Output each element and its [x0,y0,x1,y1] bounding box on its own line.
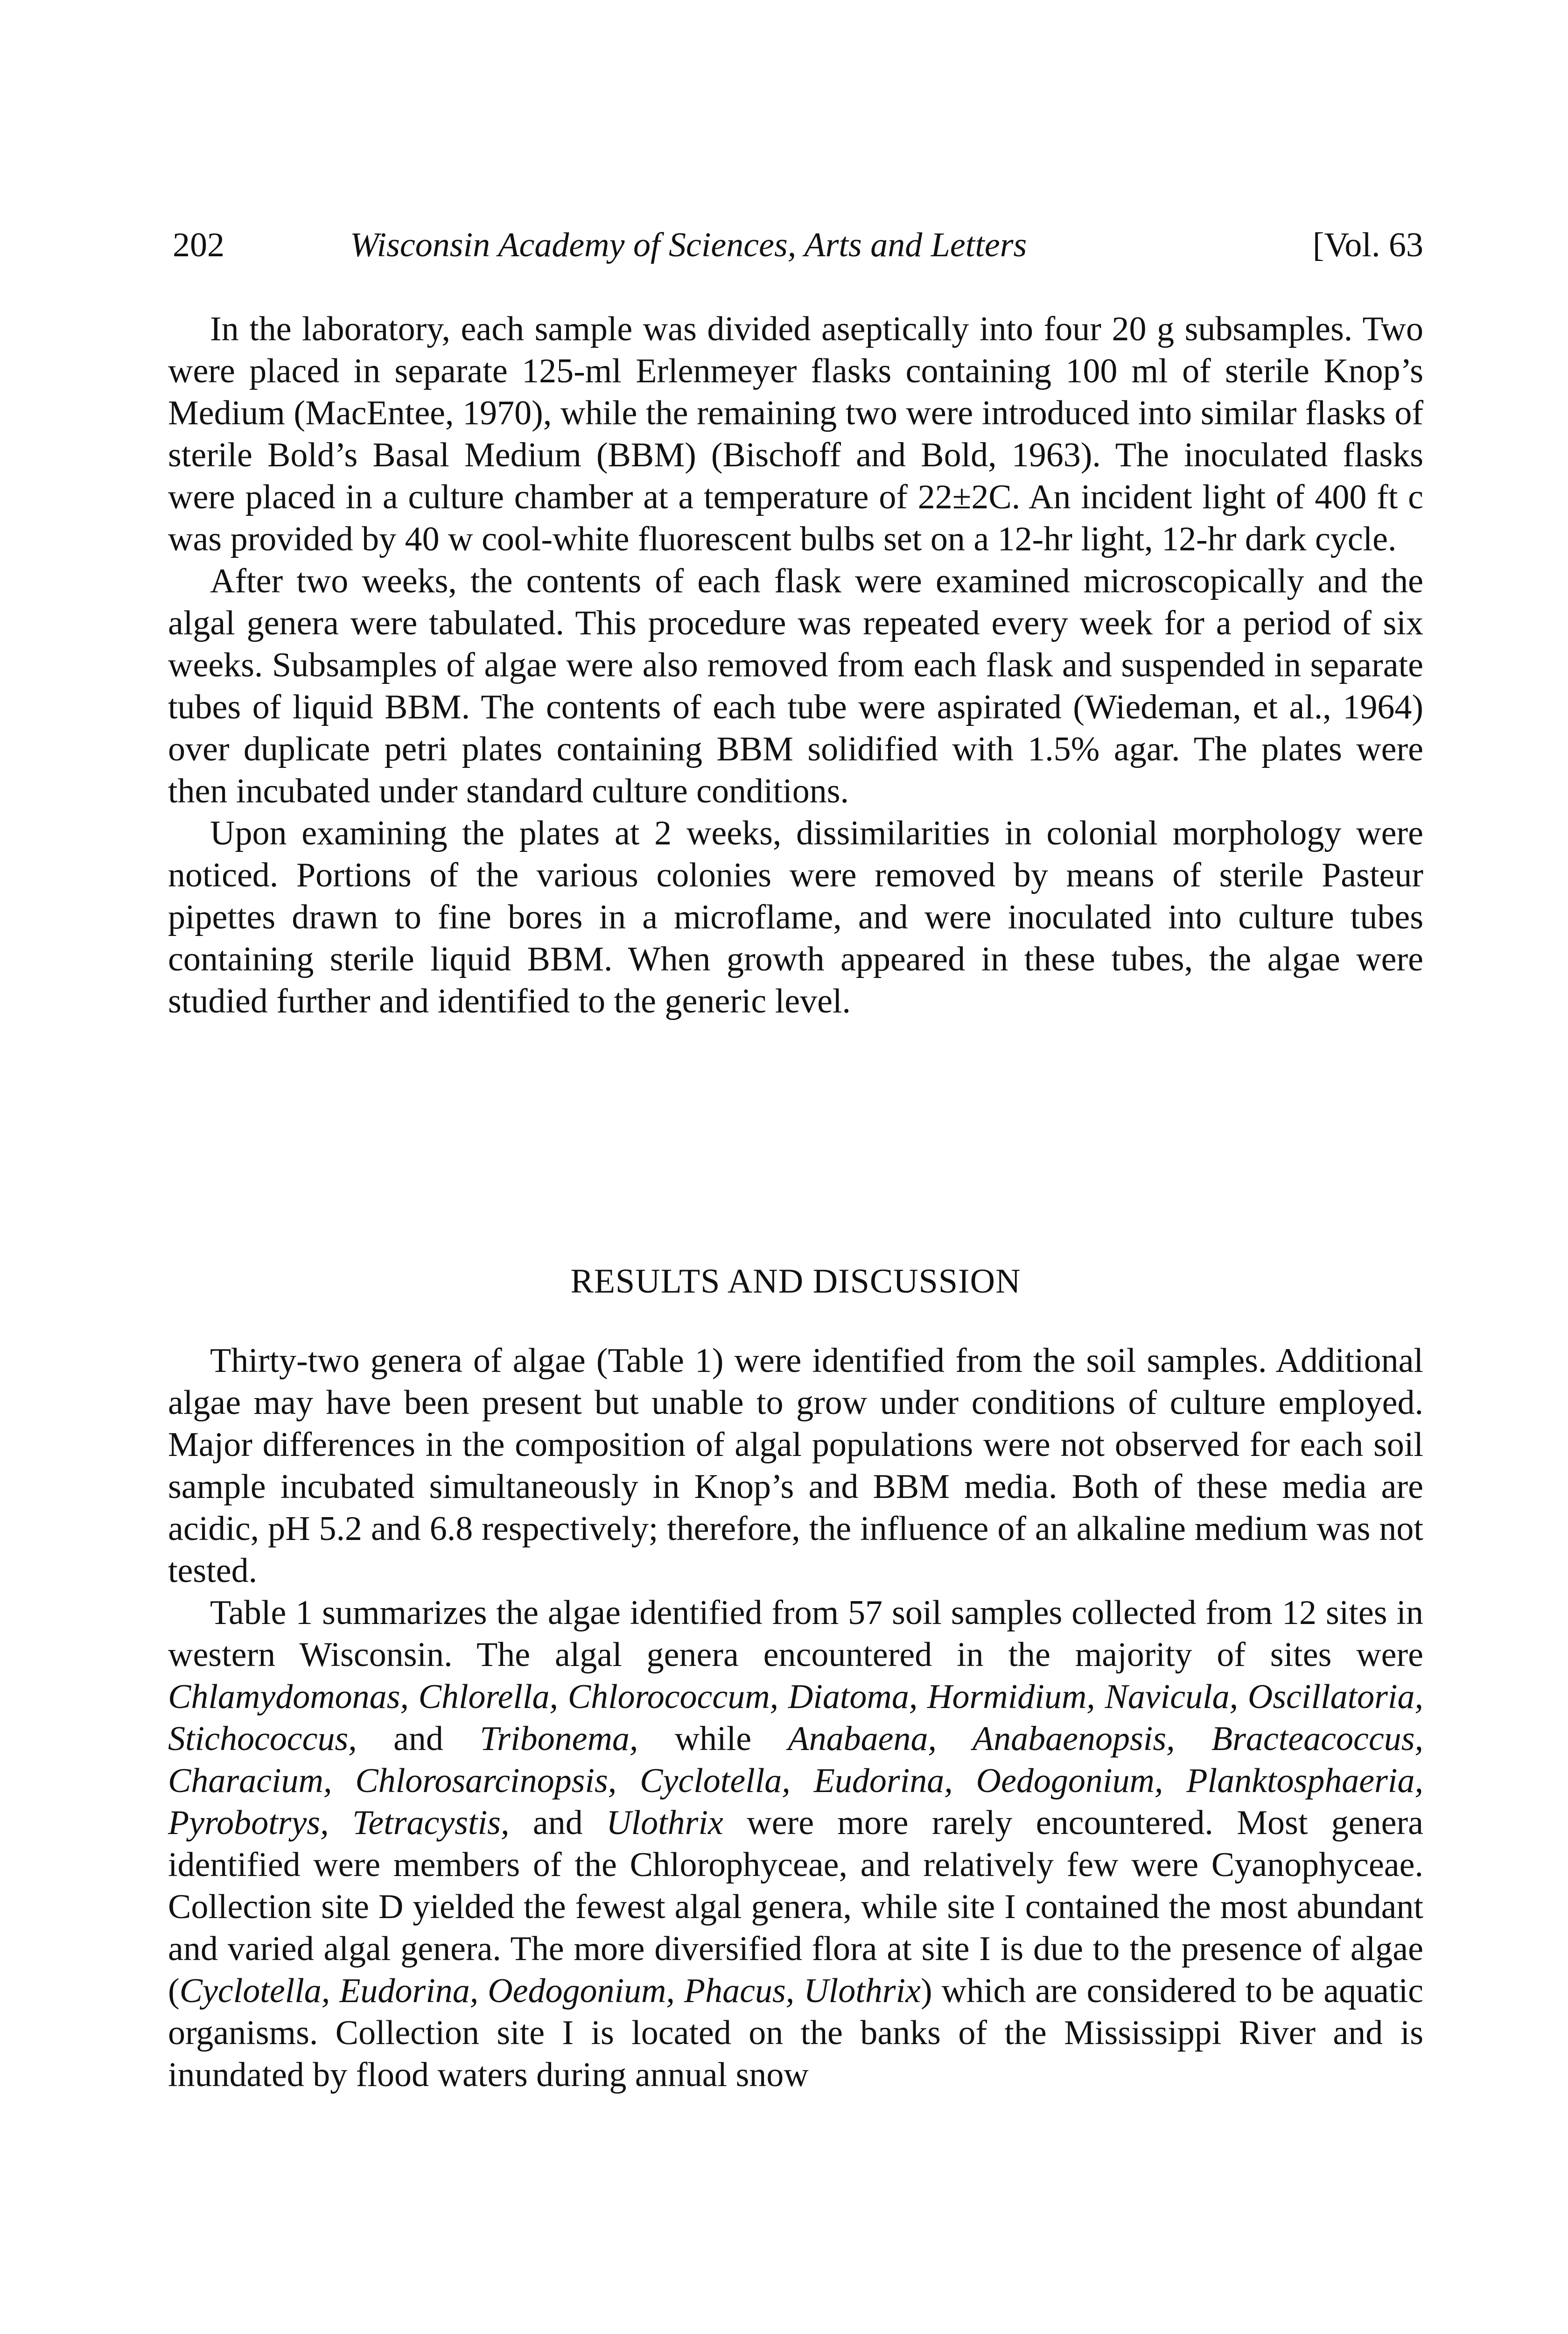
results-paragraph-1: Thirty-two genera of algae (Table 1) were identified from the soil samples. Additional algae may have been present but unable to grow under conditions of culture employed. Major differences in the composition of algal populations were not observed for each soil sample incubated simultaneously in Knop’s and BBM media. Both of these media are acidic, pH 5.2 and 6.8 respectively; therefore, the influence of an alkaline medium was not tested. [168,1342,1423,1590]
text-run: and [509,1804,607,1842]
methods-paragraph-2: After two weeks, the contents of each flask were examined microscopically and the algal genera were tabulated. This procedure was repeated every week for a period of six weeks. Subsamples of algae were also removed from each flask and suspended in separate tubes of liquid BBM. The contents of each tube were aspirated (Wiedeman, et al., 1964) over duplicate petri plates containing BBM solidified with 1.5% agar. The plates were then incubated under standard culture conditions. [168,562,1423,810]
text-run: ) which are considered to be aquatic organisms. Collection site I is located on the banks of the Mississippi River and is inundated by flood waters during annual snow [168,1972,1423,2094]
methods-paragraph-3: Upon examining the plates at 2 weeks, dissimilarities in colonial morphology were noticed. Portions of the various colonies were removed by means of sterile Pasteur pipettes drawn to fine bores in a microflame, and were inoculated into culture tubes containing sterile liquid BBM. When growth appeared in these tubes, the algae were studied further and identified to the generic level. [168,814,1423,1020]
genera-list-aquatic: Cyclotella, Eudorina, Oedogonium, Phacus, Ulothrix [179,1972,921,2010]
results-paragraph-2 [168,1592,1423,2096]
methods-paragraph-1: In the laboratory, each sample was divided aseptically into four 20 g subsamples. Two were placed in separate 125-ml Erlenmeyer flasks containing 100 ml of sterile Knop’s Medium (MacEntee, 1970), while the remaining two were introduced into similar flasks of sterile Bold’s Basal Medium (BBM) (Bischoff and Bold, 1963). The inoculated flasks were placed in a culture chamber at a temperature of 22±2C. An incident light of 400 ft c was provided by 40 w cool-white fluorescent bulbs set on a 12-hr light, 12-hr dark cycle. [168,310,1423,558]
genera-list-common: Chlamydomonas, Chlorella, Chlorococcum, Diatoma, Hormidium, Navicula, Oscillatoria, Stichococcus, [168,1678,1423,1758]
genera-list-rare: Anabaena, Anabaenopsis, Bracteacoccus, Characium, Chlorosarcinopsis, Cyclotella, Eudorina, Oedogonium, Planktosphaeria, Pyrobotrys, Tetracystis, [168,1720,1423,1842]
genus-name: Ulothrix [606,1804,723,1842]
section-heading: RESULTS AND DISCUSSION [570,1262,1021,1301]
running-head [173,219,1423,271]
volume-label: [Vol. 63 [1312,226,1423,264]
text-run: while [638,1720,788,1758]
journal-title: Wisconsin Academy of Sciences, Arts and Letters [350,226,1027,264]
text-run: were more rarely encountered. Most genera identified were members of the Chlorophyceae, and relatively few were Cyanophyceae. Collection site D yielded the fewest algal genera, while site I contained the most abundant and varied algal genera. The more diversified flora at site I is due to the presence of algae ( [168,1804,1423,2010]
page-number: 202 [173,226,224,264]
text-run: Table 1 summarizes the algae identified from 57 soil samples collected from 12 sites in western Wisconsin. The algal genera encountered in the majority of sites were [168,1594,1423,1674]
results-section [168,1340,1423,2096]
text-run: and [357,1720,480,1758]
methods-section [168,308,1423,1022]
genus-name: Tribonema, [480,1720,638,1758]
